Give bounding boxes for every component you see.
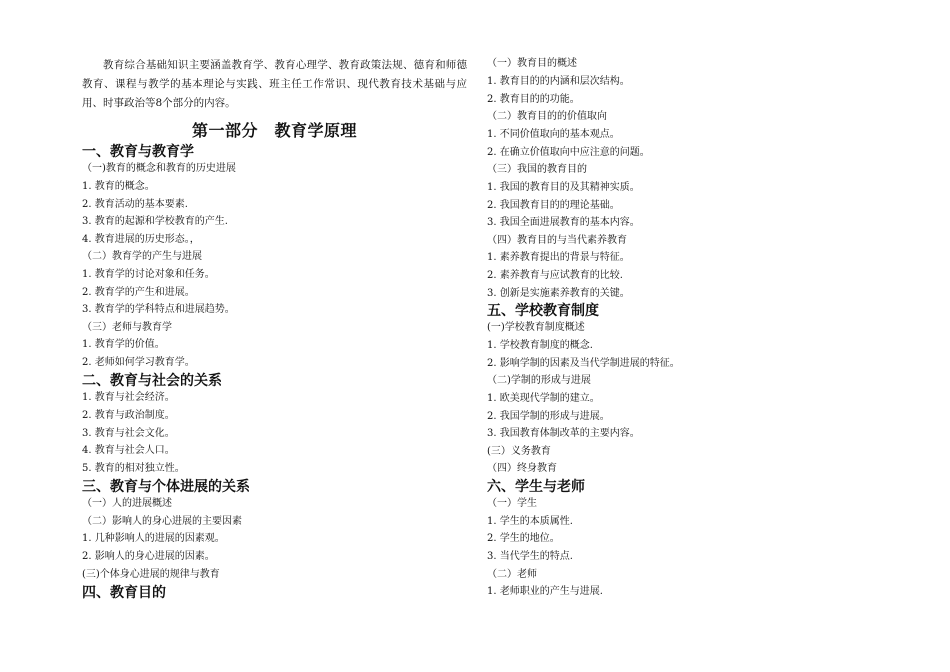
list-item: 1. 学校教育制度的概念. xyxy=(487,340,593,351)
list-item: 4. 教育进展的历史形态。， xyxy=(82,234,200,245)
subsection-line: （一）学生 xyxy=(487,498,537,509)
list-item: 3. 教育与社会文化。 xyxy=(82,428,175,439)
subsection-line: （一)教育的概念和教育的历史进展 xyxy=(82,163,236,174)
list-item: 3. 当代学生的特点. xyxy=(487,551,573,562)
subsection-line: （四）终身教育 xyxy=(487,463,557,474)
list-item: 2. 在确立价值取向中应注意的问题。 xyxy=(487,147,650,158)
list-item: 1. 学生的本质属性. xyxy=(487,516,573,527)
list-item: 2. 老师如何学习教育学。 xyxy=(82,357,195,368)
list-item: 3. 创新是实施素养教育的关键。 xyxy=(487,288,630,299)
list-item: 1. 欧美现代学制的建立。 xyxy=(487,393,600,404)
list-item: 1. 素养教育提出的背景与特征。 xyxy=(487,252,630,263)
list-item: 3. 我国全面进展教育的基本内容。 xyxy=(487,217,640,228)
subsection-line: （一）教育目的概述 xyxy=(487,58,577,69)
list-item: 3. 教育学的学科特点和进展趋势。 xyxy=(82,304,235,315)
list-item: 3. 教育的起源和学校教育的产生. xyxy=(82,216,228,227)
list-item: 2. 影响学制的因素及当代学制进展的特征。 xyxy=(487,358,680,369)
list-item: 2. 我国学制的形成与进展。 xyxy=(487,411,610,422)
subsection-line: （二）影响人的身心进展的主要因素 xyxy=(82,516,242,527)
subsection-line: （一）人的进展概述 xyxy=(82,498,172,509)
subsection-line: （二）教育学的产生与进展 xyxy=(82,251,202,262)
list-item: 1. 教育学的讨论对象和任务。 xyxy=(82,269,215,280)
list-item: 2. 教育目的的功能。 xyxy=(487,94,580,105)
subsection-line: （二）老师 xyxy=(487,569,537,580)
list-item: 3. 我国教育体制改革的主要内容。 xyxy=(487,428,640,439)
list-item: 1. 我国的教育目的及其精神实质。 xyxy=(487,182,640,193)
list-item: 1. 教育目的的内涵和层次结构。 xyxy=(487,76,630,87)
list-item: 2. 影响人的身心进展的因素。 xyxy=(82,551,215,562)
list-item: 1. 教育与社会经济。 xyxy=(82,392,175,403)
section-heading: 六、学生与老师 xyxy=(487,479,585,495)
list-item: 2. 我国教育目的的理论基础。 xyxy=(487,200,620,211)
subsection-line: （四）教育目的与当代素养教育 xyxy=(487,235,627,246)
section-heading: 一、教育与教育学 xyxy=(82,144,194,160)
section-heading: 三、教育与个体进展的关系 xyxy=(82,479,250,495)
list-item: 1. 教育学的价值。 xyxy=(82,339,165,350)
list-item: 1. 教育的概念。 xyxy=(82,181,155,192)
subsection-line: (三)个体身心进展的规律与教育 xyxy=(82,569,220,580)
list-item: 2. 素养教育与应试教育的比较. xyxy=(487,270,623,281)
list-item: 2. 教育与政治制度。 xyxy=(82,410,175,421)
intro-paragraph: 教育综合基础知识主要涵盖教育学、教育心理学、教育政策法规、德育和师德教育、课程与教学的基本理论与实践、班主任工作常识、现代教育技术基础与应用、时事政治等8个部分的内容。 xyxy=(82,59,467,109)
subsection-line: （二)学制的形成与进展 xyxy=(487,375,591,386)
subsection-line: （三）我国的教育目的 xyxy=(487,164,587,175)
list-item: 5. 教育的相对独立性。 xyxy=(82,463,185,474)
subsection-line: （三）老师与教育学 xyxy=(82,322,172,333)
subsection-line: (一)学校教育制度概述 xyxy=(487,322,585,333)
list-item: 1. 不同价值取向的基本观点。 xyxy=(487,129,620,140)
section-heading: 四、教育目的 xyxy=(82,585,166,601)
list-item: 4. 教育与社会人口。 xyxy=(82,445,175,456)
list-item: 2. 学生的地位。 xyxy=(487,533,560,544)
list-item: 2. 教育活动的基本要素. xyxy=(82,199,188,210)
subsection-line: (三）义务教育 xyxy=(487,446,551,457)
list-item: 1. 老师职业的产生与进展. xyxy=(487,586,603,597)
part-title: 第一部分 教育学原理 xyxy=(191,121,357,140)
section-heading: 五、学校教育制度 xyxy=(487,303,599,319)
list-item: 1. 几种影响人的进展的因素观。 xyxy=(82,533,225,544)
list-item: 2. 教育学的产生和进展。 xyxy=(82,287,195,298)
section-heading: 二、教育与社会的关系 xyxy=(82,373,222,389)
subsection-line: （二）教育目的的价值取向 xyxy=(487,111,607,122)
